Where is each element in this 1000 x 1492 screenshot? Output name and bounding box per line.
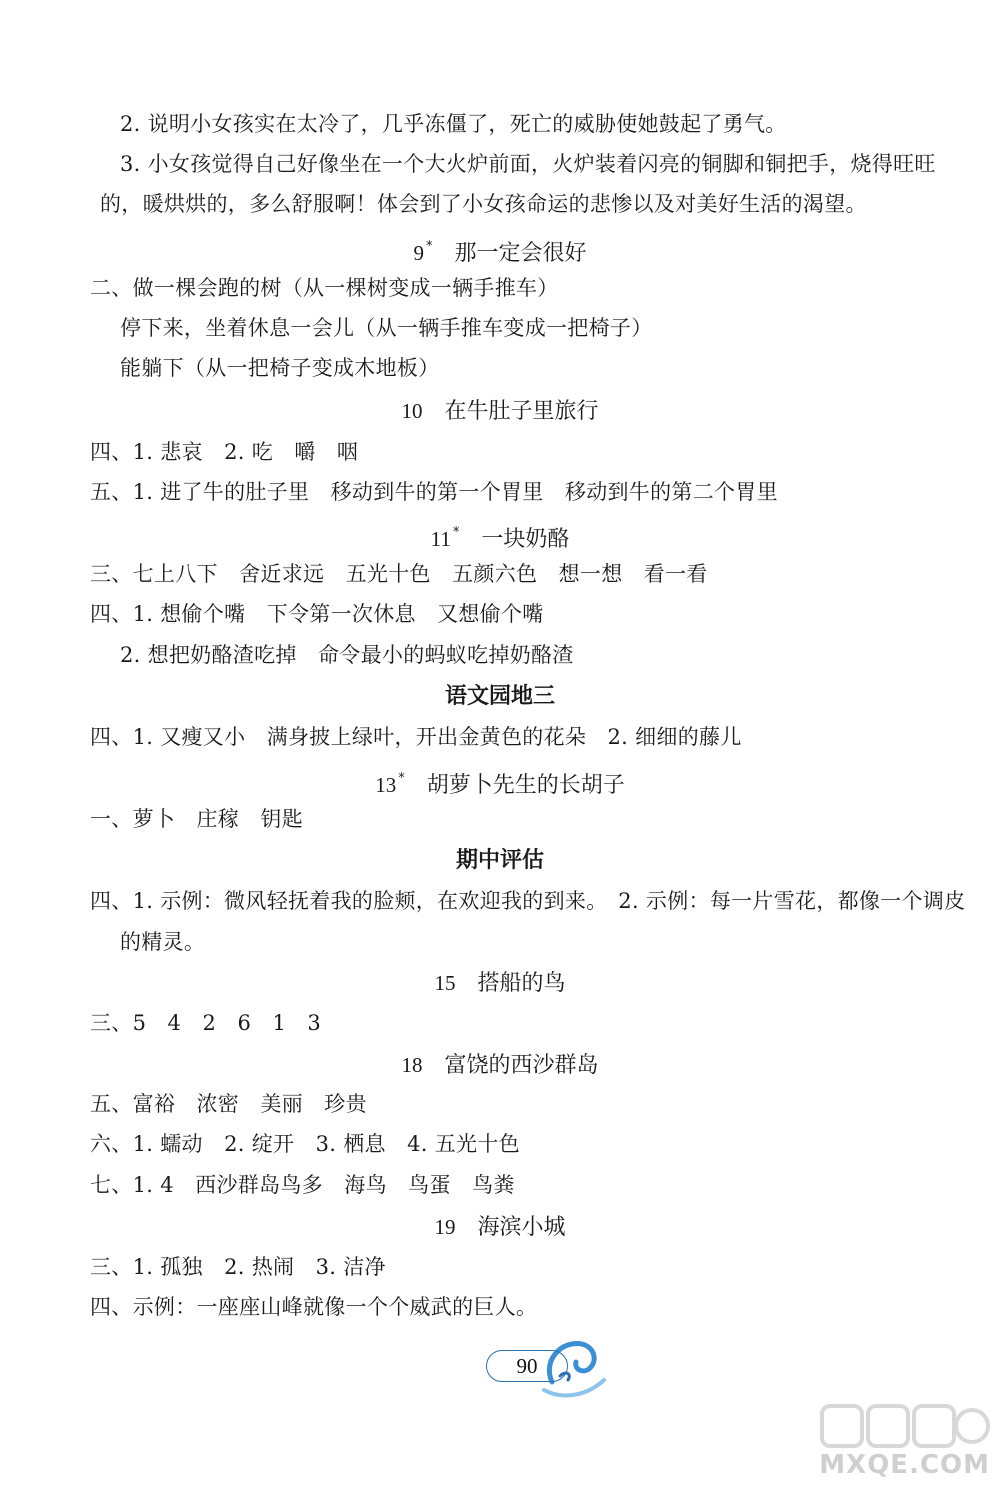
section-title: 那一定会很好: [454, 241, 587, 266]
answer-line: 三、1. 孤独 2. 热闹 3. 洁净: [90, 1255, 386, 1279]
answer-line: 五、1. 进了牛的肚子里 移动到牛的第一个胃里 移动到牛的第二个胃里: [90, 480, 778, 504]
answer-line: 四、1. 又瘦又小 满身披上绿叶，开出金黄色的花朵 2. 细细的藤儿: [90, 725, 742, 749]
section-heading: [0, 232, 1000, 269]
page-number: 90: [486, 1350, 568, 1382]
answer-line: 的精灵。: [120, 930, 206, 954]
section-title: 富饶的西沙群岛: [444, 1053, 599, 1078]
section-heading: [0, 846, 1000, 876]
section-title: 在牛肚子里旅行: [444, 399, 599, 424]
answer-line: 五、富裕 浓密 美丽 珍贵: [90, 1092, 367, 1116]
section-number: 13: [375, 773, 397, 797]
section-number: 11: [430, 527, 451, 551]
section-title: 期中评估: [455, 848, 544, 873]
section-heading: [0, 968, 1000, 999]
section-number: 18: [401, 1053, 423, 1077]
section-title: 海滨小城: [477, 1215, 566, 1240]
answer-line: 3. 小女孩觉得自己好像坐在一个大火炉前面，火炉装着闪亮的铜脚和铜把手，烧得旺旺: [120, 152, 936, 176]
section-number: 9: [413, 241, 424, 265]
answer-line: 二、做一棵会跑的树（从一棵树变成一辆手推车）: [90, 276, 559, 300]
optional-mark: *: [425, 239, 433, 254]
answer-line: 六、1. 蠕动 2. 绽开 3. 栖息 4. 五光十色: [90, 1132, 520, 1156]
answer-line: 停下来，坐着休息一会儿（从一辆手推车变成一把椅子）: [120, 316, 653, 340]
section-heading: [0, 1212, 1000, 1243]
answer-line: 的，暖烘烘的，多么舒服啊！体会到了小女孩命运的悲惨以及对美好生活的渴望。: [100, 192, 867, 216]
answer-line: 七、1. 4 西沙群岛鸟多 海鸟 鸟蛋 鸟粪: [90, 1173, 515, 1197]
section-title: 一块奶酪: [481, 527, 570, 552]
section-title: 语文园地三: [444, 684, 555, 709]
answer-line: 2. 想把奶酪渣吃掉 命令最小的蚂蚁吃掉奶酪渣: [120, 643, 574, 667]
answer-line: 能躺下（从一把椅子变成木地板）: [120, 356, 440, 380]
answer-line: 四、示例：一座座山峰就像一个个威武的巨人。: [90, 1295, 538, 1319]
optional-mark: *: [452, 525, 460, 540]
section-title: 搭船的鸟: [477, 971, 566, 996]
section-number: 15: [434, 971, 456, 995]
section-heading: [0, 764, 1000, 801]
answer-line: 一、萝卜 庄稼 钥匙: [90, 807, 303, 831]
answer-line: 三、5 4 2 6 1 3: [90, 1011, 322, 1035]
section-heading: [0, 1050, 1000, 1081]
section-heading: [0, 682, 1000, 712]
section-heading: [0, 396, 1000, 427]
answer-line: 2. 说明小女孩实在太冷了，几乎冻僵了，死亡的威胁使她鼓起了勇气。: [120, 112, 787, 136]
section-title: 胡萝卜先生的长胡子: [426, 773, 625, 798]
section-number: 10: [401, 399, 423, 423]
section-heading: [0, 518, 1000, 555]
answer-line: 四、1. 示例：微风轻抚着我的脸颊，在欢迎我的到来。 2. 示例：每一片雪花，都像一个调皮: [90, 889, 966, 913]
answer-line: 四、1. 想偷个嘴 下令第一次休息 又想偷个嘴: [90, 602, 544, 626]
section-number: 19: [434, 1215, 456, 1239]
optional-mark: *: [398, 771, 405, 786]
answer-line: 三、七上八下 舍近求远 五光十色 五颜六色 想一想 看一看: [90, 562, 708, 586]
answer-line: 四、1. 悲哀 2. 吃 嚼 咽: [90, 440, 359, 464]
watermark-text: MXQE.COM: [819, 1450, 990, 1480]
